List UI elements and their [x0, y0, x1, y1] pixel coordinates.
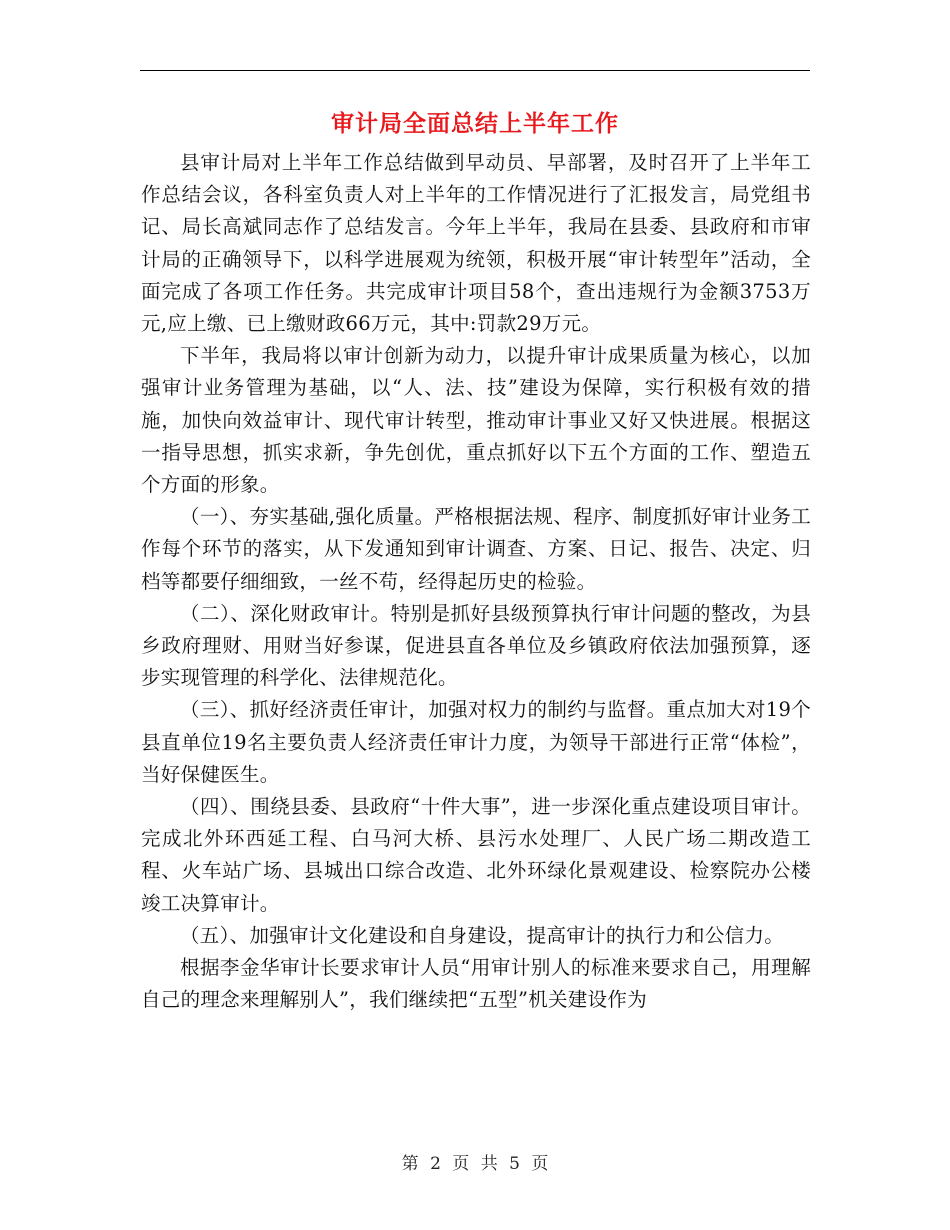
paragraph-item-1: （一）、夯实基础,强化质量。严格根据法规、程序、制度抓好审计业务工作每个环节的落实，从下发通知到审计调查、方案、日记、报告、决定、归档等都要仔细细致，一丝不苟，经得起历史的检验。 — [141, 505, 811, 593]
paragraph-item-3: （三）、抓好经济责任审计，加强对权力的制约与监督。重点加大对19个县直单位19名主要负责人经济责任审计力度，为领导干部进行正常“体检”，当好保健医生。 — [141, 698, 811, 786]
paragraph-second-half-plan: 下半年，我局将以审计创新为动力，以提升审计成果质量为核心，以加强审计业务管理为基础，以“人、法、技”建设为保障，实行积极有效的措施，加快向效益审计、现代审计转型，推动审计事业又好又快进展。根据这一指导思想，抓实求新，争先创优，重点抓好以下五个方面的工作、塑造五个方面的形象。 — [141, 344, 811, 497]
document-body — [141, 147, 811, 1016]
footer-label-ye: 页 — [452, 1154, 470, 1174]
header-rule — [140, 70, 810, 71]
page-footer — [0, 1152, 950, 1176]
footer-current-page: 2 — [430, 1154, 441, 1174]
paragraph-item-4: （四）、围绕县委、县政府“十件大事”，进一步深化重点建设项目审计。完成北外环西延工程、白马河大桥、县污水处理厂、人民广场二期改造工程、火车站广场、县城出口综合改造、北外环绿化景观建设、检察院办公楼竣工决算审计。 — [141, 795, 811, 915]
paragraph-item-2: （二）、深化财政审计。特别是抓好县级预算执行审计问题的整改，为县乡政府理财、用财当好参谋，促进县直各单位及乡镇政府依法加强预算，逐步实现管理的科学化、法律规范化。 — [141, 601, 811, 690]
footer-label-ye2: 页 — [531, 1154, 549, 1174]
footer-label-gong: 共 — [480, 1154, 498, 1174]
paragraph-item-5: （五）、加强审计文化建设和自身建设，提高审计的执行力和公信力。 — [180, 923, 785, 947]
document-title: 审计局全面总结上半年工作 — [331, 111, 619, 137]
footer-label-di: 第 — [401, 1154, 419, 1174]
footer-total-pages: 5 — [509, 1154, 520, 1174]
paragraph-summary: 县审计局对上半年工作总结做到早动员、早部署，及时召开了上半年工作总结会议，各科室负责人对上半年的工作情况进行了汇报发言，局党组书记、局长高斌同志作了总结发言。今年上半年，我局在县委、县政府和市审计局的正确领导下，以科学进展观为统领，积极开展“审计转型年”活动，全面完成了各项工作任务。共完成审计项目58个，查出违规行为金额3753万元,应上缴、已上缴财政66万元，其中:罚款29万元。 — [141, 151, 811, 336]
paragraph-closing: 根据李金华审计长要求审计人员“用审计别人的标准来要求自己，用理解自己的理念来理解别人”，我们继续把“五型”机关建设作为 — [141, 956, 811, 1012]
